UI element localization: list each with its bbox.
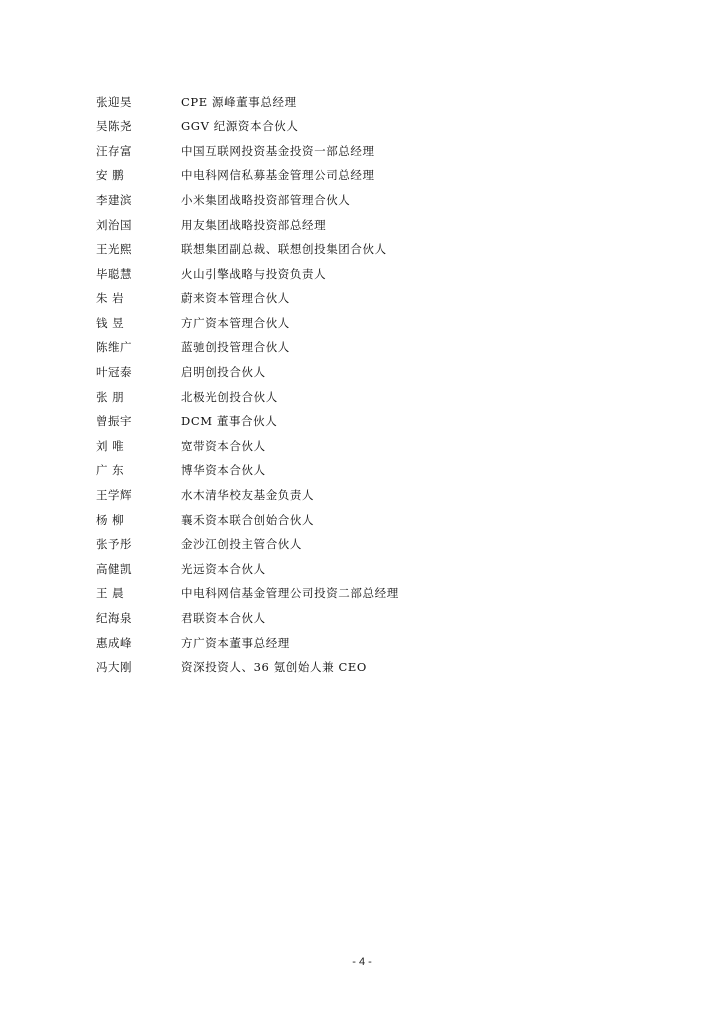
person-name: 李建滨 (96, 192, 132, 207)
name-title-list (96, 90, 656, 680)
list-item (96, 188, 656, 213)
person-title: 资深投资人、36 氪创始人兼 CEO (181, 660, 367, 675)
list-item (96, 656, 656, 681)
list-item (96, 606, 656, 631)
list-item (96, 287, 656, 312)
person-title: 用友集团战略投资部总经理 (181, 217, 327, 232)
list-item (96, 115, 656, 140)
person-title: 中电科网信私募基金管理公司总经理 (181, 168, 375, 183)
list-item (96, 238, 656, 263)
person-name: 刘 唯 (96, 438, 125, 453)
person-title: GGV 纪源资本合伙人 (181, 119, 299, 134)
list-item (96, 164, 656, 189)
person-title: CPE 源峰董事总经理 (181, 94, 297, 109)
list-item (96, 459, 656, 484)
person-title: 中电科网信基金管理公司投资二部总经理 (181, 586, 399, 601)
person-title: 襄禾资本联合创始合伙人 (181, 512, 315, 527)
list-item (96, 311, 656, 336)
list-item (96, 631, 656, 656)
list-item (96, 508, 656, 533)
person-name: 广 东 (96, 463, 125, 478)
person-name: 叶冠泰 (96, 365, 132, 380)
person-name: 王光熙 (96, 242, 132, 257)
list-item (96, 336, 656, 361)
list-item (96, 434, 656, 459)
list-item (96, 582, 656, 607)
person-name: 张 朋 (96, 389, 125, 404)
person-title: 启明创投合伙人 (181, 365, 266, 380)
person-title: 小米集团战略投资部管理合伙人 (181, 192, 351, 207)
person-title: 中国互联网投资基金投资一部总经理 (181, 143, 375, 158)
person-name: 陈维广 (96, 340, 132, 355)
person-title: 蔚来资本管理合伙人 (181, 291, 290, 306)
person-title: 北极光创投合伙人 (181, 389, 278, 404)
list-item (96, 139, 656, 164)
person-title: 蓝驰创投管理合伙人 (181, 340, 290, 355)
person-name: 钱 昱 (96, 315, 125, 330)
person-title: 金沙江创投主管合伙人 (181, 537, 302, 552)
person-name: 安 鹏 (96, 168, 125, 183)
list-item (96, 213, 656, 238)
list-item (96, 557, 656, 582)
person-name: 朱 岩 (96, 291, 125, 306)
person-name: 曾振宇 (96, 414, 132, 429)
person-title: 博华资本合伙人 (181, 463, 266, 478)
person-name: 毕聪慧 (96, 266, 132, 281)
person-title: 光远资本合伙人 (181, 561, 266, 576)
person-name: 高健凯 (96, 561, 132, 576)
person-title: 君联资本合伙人 (181, 611, 266, 626)
list-item (96, 385, 656, 410)
list-item (96, 410, 656, 435)
person-title: DCM 董事合伙人 (181, 414, 278, 429)
person-name: 汪存富 (96, 143, 132, 158)
person-name: 张予彤 (96, 537, 132, 552)
list-item (96, 361, 656, 386)
person-name: 张迎昊 (96, 94, 132, 109)
person-name: 王 晨 (96, 586, 125, 601)
page-number: - 4 - (352, 956, 372, 968)
person-title: 方广资本管理合伙人 (181, 315, 290, 330)
person-title: 方广资本董事总经理 (181, 635, 290, 650)
person-title: 联想集团副总裁、联想创投集团合伙人 (181, 242, 387, 257)
list-item (96, 90, 656, 115)
list-item (96, 533, 656, 558)
person-name: 惠成峰 (96, 635, 132, 650)
person-title: 宽带资本合伙人 (181, 438, 266, 453)
person-title: 火山引擎战略与投资负责人 (181, 266, 327, 281)
person-name: 冯大刚 (96, 660, 132, 675)
list-item (96, 262, 656, 287)
person-name: 纪海泉 (96, 611, 132, 626)
list-item (96, 484, 656, 509)
person-name: 王学辉 (96, 488, 132, 503)
person-name: 刘治国 (96, 217, 132, 232)
person-title: 水木清华校友基金负责人 (181, 488, 315, 503)
person-name: 杨 柳 (96, 512, 125, 527)
person-name: 吴陈尧 (96, 119, 132, 134)
